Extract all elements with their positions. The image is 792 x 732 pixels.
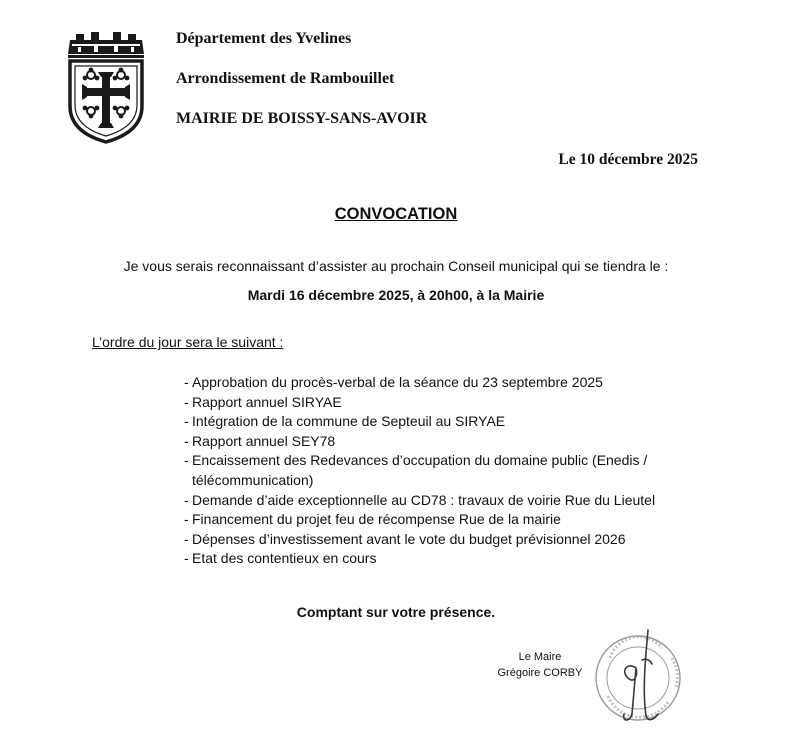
agenda-item: - Approbation du procès-verbal de la séance du 23 septembre 2025 bbox=[184, 374, 603, 390]
coat-of-arms-icon bbox=[64, 28, 148, 144]
agenda-item: - Encaissement des Redevances d’occupation du domaine public (Enedis / télécommunication) bbox=[184, 452, 648, 488]
document-title: CONVOCATION bbox=[334, 205, 458, 223]
agenda-heading: L’ordre du jour sera le suivant : bbox=[92, 334, 284, 350]
agenda-item: - Rapport annuel SEY78 bbox=[184, 432, 336, 449]
department-heading: Département des Yvelines bbox=[176, 30, 352, 47]
handwritten-signature-icon bbox=[624, 630, 658, 720]
meeting-details: Mardi 16 décembre 2025, à 20h00, à la Mairie bbox=[247, 287, 545, 303]
signatory-name: Grégoire CORBY bbox=[497, 667, 583, 679]
intro-text: Je vous serais reconnaissant d’assister au prochain Conseil municipal qui se tiendra le : bbox=[123, 258, 669, 274]
mairie-seal-icon bbox=[592, 618, 686, 730]
agenda-item: - Dépenses d’investissement avant le vote du budget prévisionnel 2026 bbox=[184, 530, 626, 547]
mairie-heading: MAIRIE DE BOISSY-SANS-AVOIR bbox=[176, 110, 428, 127]
closing-text: Comptant sur votre présence. bbox=[296, 604, 496, 620]
agenda-item: - Financement du projet feu de récompense Rue de la mairie bbox=[184, 511, 561, 528]
document-date: Le 10 décembre 2025 bbox=[558, 151, 698, 168]
agenda-list bbox=[184, 373, 704, 569]
signatory-title: Le Maire bbox=[518, 651, 562, 663]
arrondissement-heading: Arrondissement de Rambouillet bbox=[176, 70, 395, 87]
agenda-item: - Intégration de la commune de Septeuil au SIRYAE bbox=[184, 413, 506, 430]
agenda-item: - Demande d’aide exceptionnelle au CD78 : travaux de voirie Rue du Lieutel bbox=[184, 491, 656, 508]
agenda-item: - Etat des contentieux en cours bbox=[184, 550, 377, 567]
agenda-item: - Rapport annuel SIRYAE bbox=[184, 393, 342, 410]
